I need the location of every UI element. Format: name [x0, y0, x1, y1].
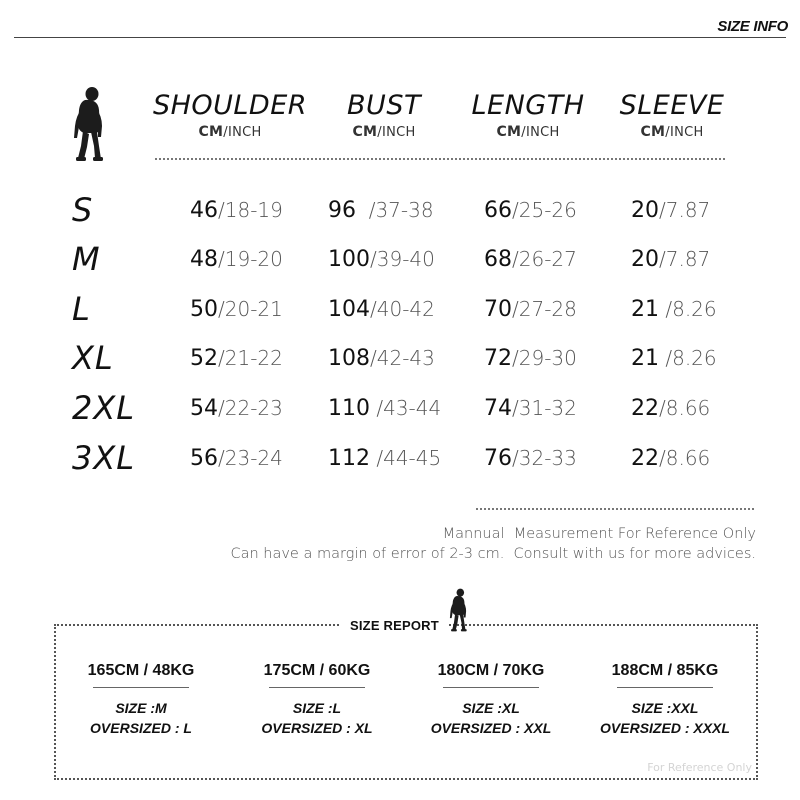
table-cell: 76/32-33: [484, 446, 577, 471]
table-cell: 112 /44-45: [328, 446, 442, 471]
table-cell: 108/42-43: [328, 346, 435, 371]
table-cell: 68/26-27: [484, 247, 577, 272]
table-row: [0, 388, 800, 428]
table-row: [0, 289, 800, 329]
table-row: [0, 190, 800, 230]
column-unit: CM/INCH: [352, 124, 416, 140]
table-cell: 21 /8.26: [631, 346, 717, 371]
entry-underline: [93, 687, 189, 688]
regular-size: SIZE :L: [292, 700, 342, 716]
human-figure-icon: [68, 86, 108, 162]
regular-size: SIZE :XL: [462, 700, 520, 716]
header-dotted-divider: [155, 158, 725, 160]
table-cell: 20/7.87: [631, 198, 711, 223]
height-weight: 165CM / 48KG: [87, 662, 195, 679]
oversized-size: OVERSIZED : XXXL: [600, 720, 730, 736]
table-cell: 66/25-26: [484, 198, 577, 223]
measurement-note: Mannual Measurement For Reference Only: [442, 526, 756, 542]
table-cell: 70/27-28: [484, 297, 577, 322]
size-info-title: SIZE INFO: [717, 18, 788, 35]
table-row: [0, 438, 800, 478]
entry-underline: [617, 687, 713, 688]
table-cell: 50/20-21: [190, 297, 283, 322]
size-report-heading: [340, 612, 449, 636]
size-report-entry: [232, 660, 402, 738]
column-unit: CM/INCH: [198, 124, 262, 140]
table-cell: 46/18-19: [190, 198, 283, 223]
table-cell: 56/23-24: [190, 446, 283, 471]
regular-size: SIZE :XXL: [631, 700, 699, 716]
table-cell: 22/8.66: [631, 396, 711, 421]
oversized-size: OVERSIZED : XXL: [430, 720, 552, 736]
table-cell: 54/22-23: [190, 396, 283, 421]
margin-note: Can have a margin of error of 2-3 cm. Consult with us for more advices.: [230, 546, 756, 562]
column-header-sleeve: [616, 90, 728, 140]
table-cell: 72/29-30: [484, 346, 577, 371]
size-label: L: [72, 290, 91, 328]
table-cell: 100/39-40: [328, 247, 435, 272]
column-unit: CM/INCH: [496, 124, 560, 140]
table-cell: 96 /37-38: [328, 198, 434, 223]
column-unit: CM/INCH: [640, 124, 704, 140]
height-weight: 175CM / 60KG: [263, 662, 371, 679]
notes-dotted-divider: [476, 508, 754, 510]
reference-watermark: For Reference Only: [647, 761, 752, 774]
size-report-entry: [56, 660, 226, 738]
column-header-shoulder: [152, 90, 308, 140]
column-header-bust: [330, 90, 438, 140]
table-row: [0, 239, 800, 279]
size-report-entry: [406, 660, 576, 738]
size-report-entry: [580, 660, 750, 738]
table-cell: 20/7.87: [631, 247, 711, 272]
column-name: LENGTH: [471, 90, 585, 121]
table-cell: 22/8.66: [631, 446, 711, 471]
size-label: XL: [72, 339, 114, 377]
column-name: BUST: [347, 90, 421, 121]
human-figure-icon: [446, 588, 470, 632]
size-label: 3XL: [72, 439, 136, 477]
oversized-size: OVERSIZED : XL: [261, 720, 373, 736]
table-cell: 52/21-22: [190, 346, 283, 371]
table-cell: 21 /8.26: [631, 297, 717, 322]
table-cell: 74/31-32: [484, 396, 577, 421]
size-label: 2XL: [72, 389, 136, 427]
size-report-title: SIZE REPORT: [350, 618, 439, 633]
regular-size: SIZE :M: [115, 700, 167, 716]
column-name: SLEEVE: [619, 90, 725, 121]
table-cell: 104/40-42: [328, 297, 435, 322]
table-cell: 48/19-20: [190, 247, 283, 272]
table-cell: 110 /43-44: [328, 396, 442, 421]
height-weight: 180CM / 70KG: [437, 662, 545, 679]
oversized-size: OVERSIZED : L: [90, 720, 192, 736]
height-weight: 188CM / 85KG: [611, 662, 719, 679]
column-name: SHOULDER: [152, 90, 308, 121]
table-row: [0, 338, 800, 378]
size-label: S: [72, 191, 94, 229]
top-divider: [14, 37, 786, 38]
column-header-length: [466, 90, 590, 140]
entry-underline: [443, 687, 539, 688]
entry-underline: [269, 687, 365, 688]
size-label: M: [72, 240, 101, 278]
